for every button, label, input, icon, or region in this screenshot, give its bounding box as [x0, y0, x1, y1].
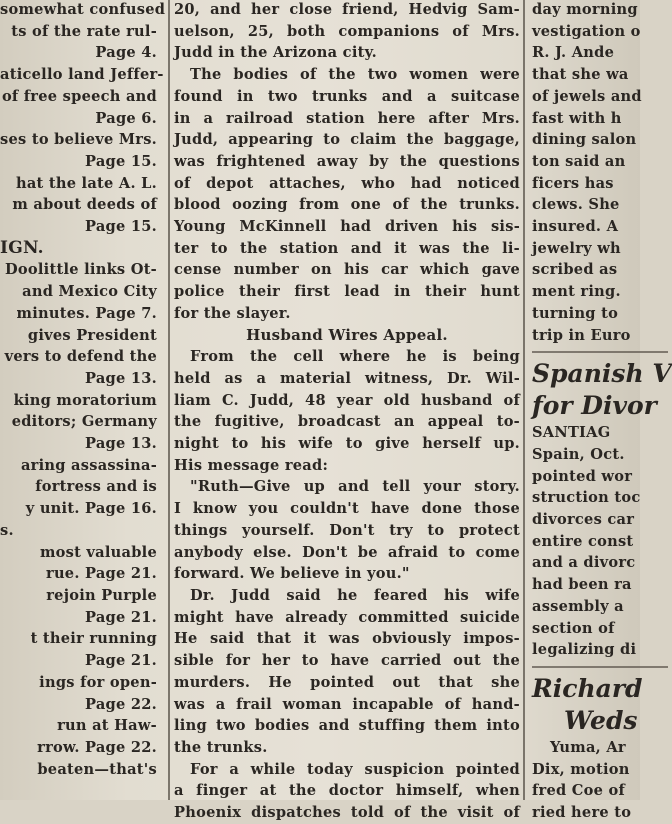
index-line: m about deeds of: [12, 196, 157, 214]
index-page-ref: Page 22.: [85, 695, 157, 713]
right-line: divorces car: [532, 511, 635, 529]
right-line: that she wa: [532, 66, 629, 84]
headline-spanish: Spanish V: [532, 359, 672, 389]
article-line: Phoenix dispatches told of the visit of: [174, 804, 520, 822]
index-page-ref: Page 13.: [85, 435, 157, 453]
index-line: Doolittle links Ot-: [5, 261, 157, 279]
headline-richard: Richard: [532, 673, 643, 703]
article-line: Judd, appearing to claim the baggage,: [174, 131, 520, 149]
index-line: king moratorium: [13, 391, 157, 409]
index-page-ref: Page 15.: [85, 218, 157, 236]
article-line: the trunks.: [174, 738, 268, 756]
article-line: blood oozing from one of the trunks.: [174, 196, 520, 214]
index-line: beaten—that's: [37, 760, 157, 778]
article-line: night to his wife to give herself up.: [174, 435, 520, 453]
right-line: vestigation o: [532, 22, 641, 40]
article-line: found in two trunks and a suitcase: [174, 87, 520, 105]
index-column: [0, 0, 166, 800]
right-line: assembly a: [532, 597, 624, 615]
index-section-fragment: s.: [0, 521, 14, 539]
right-line: scribed as: [532, 261, 618, 279]
right-line: SANTIAG: [532, 424, 611, 442]
right-line: fast with h: [532, 109, 622, 127]
right-line: ficers has: [532, 174, 614, 192]
right-line: and a divorc: [532, 554, 636, 572]
column-rule-left: [168, 0, 170, 800]
index-line: vers to defend the: [4, 348, 157, 366]
article-line: murders. He pointed out that she: [174, 673, 520, 691]
right-line: Dix, motion: [532, 760, 630, 778]
index-page-ref: Page 4.: [95, 44, 157, 62]
right-line: jewelry wh: [532, 239, 621, 257]
index-page-ref: Page 13.: [85, 369, 157, 387]
article-line: police their first lead in their hunt: [174, 283, 520, 301]
index-line: ts of the rate rul-: [11, 22, 157, 40]
article-quote-line: things yourself. Don't try to protect: [174, 521, 520, 539]
article-line: The bodies of the two women were: [190, 66, 520, 84]
article-quote-line: "Ruth—Give up and tell your story.: [190, 478, 520, 496]
article-line: for the slayer.: [174, 304, 291, 322]
index-line: and Mexico City: [22, 283, 157, 301]
article-line: ter to the station and it was the li-: [174, 239, 520, 257]
article-column: [174, 0, 520, 822]
right-line: turning to: [532, 304, 619, 322]
index-line: rrow. Page 22.: [37, 738, 157, 756]
article-line: Young McKinnell had driven his sis-: [174, 218, 520, 236]
article-line: the fugitive, broadcast an appeal to-: [174, 413, 520, 431]
index-line: gives President: [27, 326, 157, 344]
headline-spanish: for Divor: [532, 391, 657, 421]
index-line: t their running: [30, 630, 157, 648]
index-line: y unit. Page 16.: [25, 500, 157, 518]
right-line: Yuma, Ar: [550, 738, 626, 756]
right-line: section of: [532, 619, 615, 637]
article-line: might have already committed suicide: [174, 608, 520, 626]
article-line: ling two bodies and stuffing them into: [174, 717, 520, 735]
index-line: of free speech and: [1, 87, 157, 105]
article-line: For a while today suspicion pointed: [190, 760, 520, 778]
right-line: dining salon: [532, 131, 637, 149]
article-line: 20, and her close friend, Hedvig Sam-: [174, 1, 520, 18]
article-line: held as a material witness, Dr. Wil-: [174, 369, 520, 387]
index-section-heading: IGN.: [0, 237, 44, 258]
index-line: somewhat confused: [0, 1, 166, 18]
index-page-ref: Page 21.: [85, 652, 157, 670]
right-line: insured. A: [532, 218, 619, 236]
article-line: in a railroad station here after Mrs.: [174, 109, 520, 127]
article-line: liam C. Judd, 48 year old husband of: [174, 391, 520, 409]
right-line: ment ring.: [532, 283, 621, 301]
right-line: R. J. Ande: [532, 44, 615, 62]
index-line: ses to believe Mrs.: [0, 131, 157, 149]
article-line: From the cell where he is being: [190, 348, 520, 366]
article-line: was a frail woman incapable of hand-: [174, 695, 520, 713]
article-quote-line: anybody else. Don't be afraid to come: [174, 543, 520, 561]
index-page-ref: Page 21.: [85, 608, 157, 626]
article-line: uelson, 25, both companions of Mrs.: [174, 22, 520, 40]
right-line: ried here to: [532, 804, 632, 822]
index-page-ref: Page 15.: [85, 152, 157, 170]
right-line: trip in Euro: [532, 326, 631, 344]
index-line: ings for open-: [39, 673, 157, 691]
right-line: legalizing di: [532, 641, 637, 659]
article-line: sible for her to have carried out the: [174, 652, 520, 670]
article-subheading: Husband Wires Appeal.: [246, 325, 448, 344]
index-line: most valuable: [39, 543, 157, 561]
right-line: pointed wor: [532, 467, 633, 485]
right-line: day morning: [532, 1, 638, 18]
article-line: Dr. Judd said he feared his wife: [190, 586, 520, 604]
right-column: [528, 0, 672, 822]
article-line: His message read:: [174, 456, 329, 474]
article-line: cense number on his car which gave: [174, 261, 520, 279]
index-line: run at Haw-: [57, 717, 157, 735]
article-quote-line: I know you couldn't have done those: [174, 500, 520, 518]
article-line: was frightened away by the questions: [174, 152, 520, 170]
right-line: ton said an: [532, 152, 626, 170]
index-line: editors; Germany: [11, 413, 157, 431]
index-page-ref: Page 6.: [95, 109, 157, 127]
right-line: had been ra: [532, 576, 632, 594]
index-line: hat the late A. L.: [15, 174, 157, 192]
right-line: clews. She: [532, 196, 620, 214]
article-line: Judd in the Arizona city.: [174, 44, 377, 62]
index-line: aring assassina-: [20, 456, 157, 474]
index-line: rue. Page 21.: [46, 565, 157, 583]
right-line: entire const: [532, 532, 634, 550]
article-line: a finger at the doctor himself, when: [174, 782, 520, 800]
index-line: fortress and is: [35, 478, 157, 496]
right-line: Spain, Oct.: [532, 445, 625, 463]
column-rule-right: [523, 0, 525, 800]
story-divider: [532, 351, 668, 353]
right-line: of jewels and: [532, 87, 642, 105]
headline-richard: Weds: [564, 705, 638, 735]
article-line: He said that it was obviously impos-: [174, 630, 520, 648]
right-line: fred Coe of: [532, 782, 626, 800]
right-line: struction toc: [532, 489, 641, 507]
index-line: aticello land Jeffer-: [0, 66, 164, 84]
story-divider: [532, 666, 668, 668]
index-line: rejoin Purple: [46, 586, 157, 604]
index-line: minutes. Page 7.: [16, 304, 157, 322]
article-line: of depot attaches, who had noticed: [174, 174, 520, 192]
article-quote-line: forward. We believe in you.": [174, 565, 410, 583]
